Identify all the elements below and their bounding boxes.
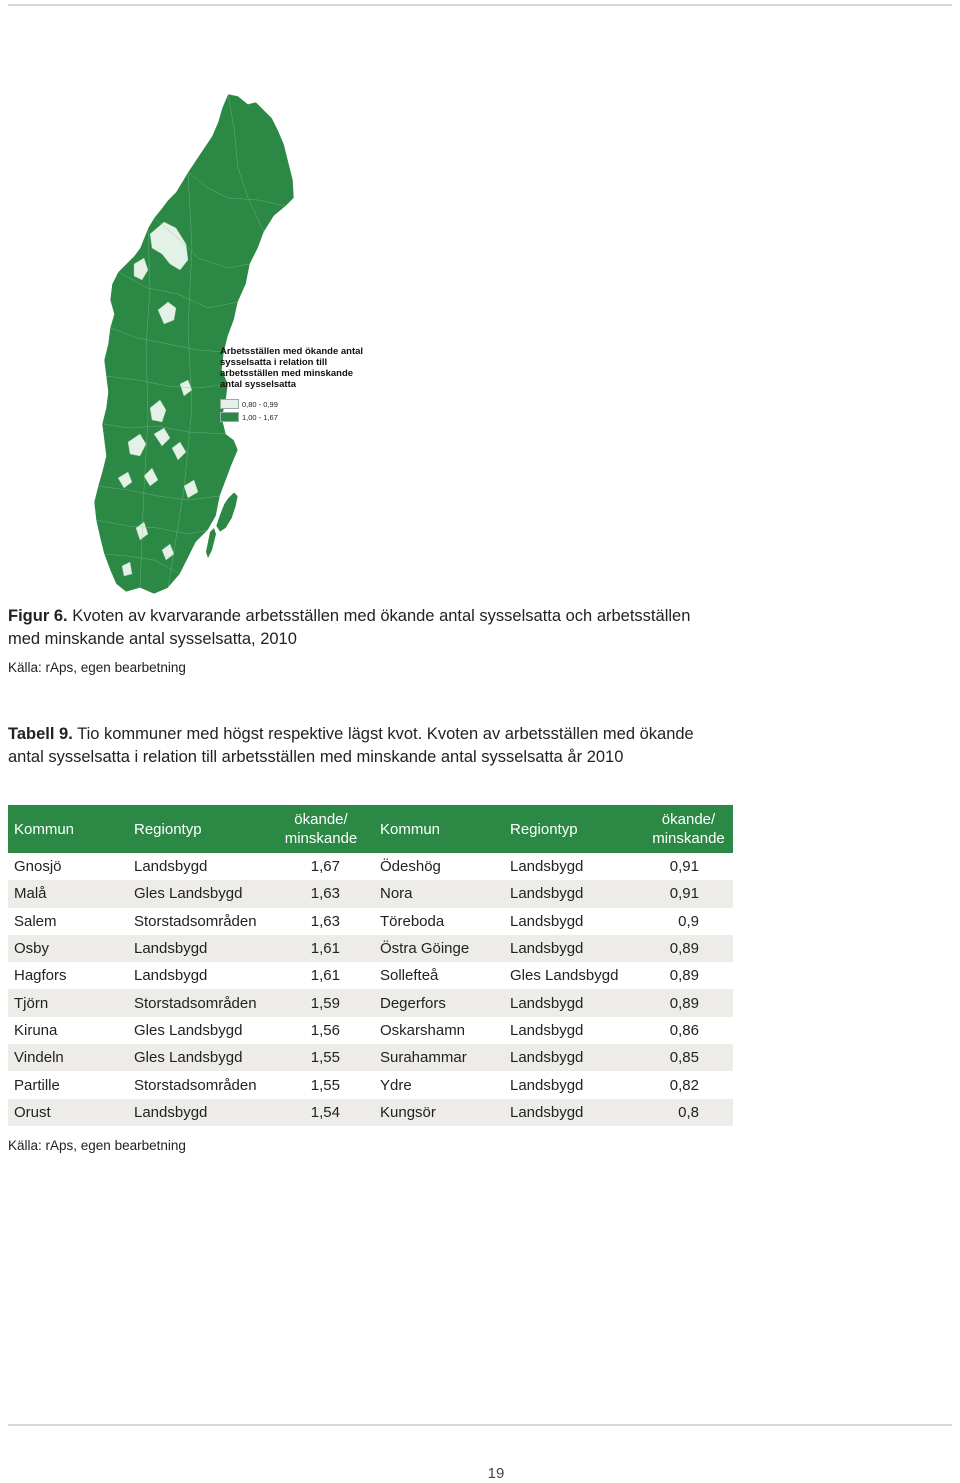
map-legend	[220, 346, 370, 422]
table-row	[8, 1071, 733, 1098]
table-row	[8, 935, 733, 962]
sweden-mainland	[94, 94, 294, 594]
cell-ratio: 0,85	[644, 1044, 733, 1071]
figure-caption	[8, 605, 708, 651]
cell-ratio: 0,89	[669, 967, 699, 985]
cell-kommun: Ödeshög	[380, 858, 441, 876]
cell-kommun: Kungsör	[374, 1099, 504, 1126]
cell-kommun: Oskarshamn	[380, 1021, 466, 1039]
cell-ratio: 0,86	[669, 1021, 699, 1039]
legend-swatch-high	[220, 412, 239, 422]
figure-source: Källa: rAps, egen bearbetning	[8, 660, 186, 675]
cell-regiontyp: Landsbygd	[510, 858, 584, 876]
cell-regiontyp: Landsbygd	[504, 880, 644, 907]
cell-ratio: 0,82	[669, 1076, 699, 1094]
cell-ratio: 0,91	[669, 858, 699, 876]
legend-title: Arbetsställen med ökande antal sysselsatta i relation till arbetsställen med minskande antal sysselsatta	[220, 346, 364, 390]
page-number: 19	[487, 1465, 505, 1482]
legend-item-high	[220, 412, 370, 422]
header-regiontyp-high: Regiontyp	[128, 805, 268, 853]
cell-ratio: 1,67	[310, 858, 340, 876]
table-row	[8, 1044, 733, 1071]
cell-ratio: 1,55	[310, 1076, 340, 1094]
cell-kommun: Malå	[8, 880, 128, 907]
cell-kommun: Gnosjö	[14, 858, 62, 876]
cell-regiontyp: Landsbygd	[134, 858, 208, 876]
table-row	[8, 1017, 733, 1044]
cell-kommun: Partille	[14, 1076, 60, 1094]
cell-kommun: Surahammar	[374, 1044, 504, 1071]
cell-ratio: 1,63	[268, 880, 374, 907]
cell-kommun: Sollefteå	[380, 967, 439, 985]
cell-regiontyp: Gles Landsbygd	[134, 1021, 243, 1039]
cell-regiontyp: Gles Landsbygd	[510, 967, 619, 985]
cell-kommun: Nora	[374, 880, 504, 907]
header-regiontyp-low: Regiontyp	[504, 805, 644, 853]
cell-kommun: Vindeln	[8, 1044, 128, 1071]
cell-ratio: 0,91	[644, 880, 733, 907]
table-header-row	[8, 805, 733, 853]
cell-kommun: Salem	[14, 912, 57, 930]
legend-swatch-low	[220, 399, 239, 409]
cell-ratio: 1,61	[310, 967, 340, 985]
cell-kommun: Östra Göinge	[374, 935, 504, 962]
table-caption	[8, 723, 708, 769]
table-row	[8, 880, 733, 907]
cell-ratio: 1,61	[268, 935, 374, 962]
cell-kommun: Ydre	[380, 1076, 412, 1094]
table-row	[8, 853, 733, 880]
header-ratio-high: ökande/ minskande	[268, 805, 374, 853]
cell-ratio: 1,63	[310, 912, 340, 930]
cell-kommun: Töreboda	[380, 912, 445, 930]
cell-ratio: 1,59	[268, 989, 374, 1016]
cell-kommun: Osby	[8, 935, 128, 962]
cell-ratio: 0,8	[644, 1099, 733, 1126]
cell-regiontyp: Landsbygd	[504, 935, 644, 962]
cell-regiontyp: Landsbygd	[504, 989, 644, 1016]
cell-kommun: Kiruna	[14, 1021, 58, 1039]
sweden-map	[88, 88, 388, 598]
bottom-rule	[8, 1424, 952, 1426]
cell-regiontyp: Gles Landsbygd	[128, 1044, 268, 1071]
cell-regiontyp: Storstadsområden	[134, 912, 257, 930]
header-kommun-high: Kommun	[8, 805, 128, 853]
header-kommun-low: Kommun	[374, 805, 504, 853]
cell-kommun: Hagfors	[14, 967, 67, 985]
cell-regiontyp: Gles Landsbygd	[128, 880, 268, 907]
cell-regiontyp: Landsbygd	[510, 1076, 584, 1094]
oland	[206, 528, 216, 558]
ratio-table	[8, 805, 733, 1126]
cell-ratio: 1,56	[310, 1021, 340, 1039]
legend-items	[220, 399, 370, 422]
top-rule	[8, 4, 952, 6]
cell-kommun: Degerfors	[374, 989, 504, 1016]
cell-regiontyp: Storstadsområden	[134, 1076, 257, 1094]
table-row	[8, 989, 733, 1016]
cell-kommun: Tjörn	[8, 989, 128, 1016]
cell-regiontyp: Landsbygd	[504, 1044, 644, 1071]
cell-ratio: 1,55	[268, 1044, 374, 1071]
cell-regiontyp: Landsbygd	[134, 967, 208, 985]
table-row	[8, 1099, 733, 1126]
cell-regiontyp: Landsbygd	[128, 935, 268, 962]
table-row	[8, 908, 733, 935]
legend-item-low	[220, 399, 370, 409]
figure-text: Kvoten av kvarvarande arbetsställen med ökande antal sysselsatta och arbetsställen med minskande antal sysselsatta, 2010	[8, 607, 691, 648]
cell-regiontyp: Landsbygd	[510, 1021, 584, 1039]
cell-ratio: 0,89	[644, 935, 733, 962]
table-caption-text: Tio kommuner med högst respektive lägst kvot. Kvoten av arbetsställen med ökande antal sysselsatta i relation till arbetsställen med minskande antal sysselsatta år 2010	[8, 725, 694, 766]
cell-regiontyp: Landsbygd	[504, 1099, 644, 1126]
legend-label-high: 1,00 - 1,67	[242, 412, 278, 422]
table-source: Källa: rAps, egen bearbetning	[8, 1138, 186, 1153]
cell-ratio: 0,89	[644, 989, 733, 1016]
table-row	[8, 962, 733, 989]
legend-label-low: 0,80 - 0,99	[242, 399, 278, 409]
cell-regiontyp: Landsbygd	[128, 1099, 268, 1126]
cell-regiontyp: Storstadsområden	[128, 989, 268, 1016]
table-label: Tabell 9.	[8, 725, 73, 743]
header-ratio-low: ökande/ minskande	[644, 805, 733, 853]
cell-regiontyp: Landsbygd	[510, 912, 584, 930]
cell-kommun: Orust	[8, 1099, 128, 1126]
cell-ratio: 1,54	[268, 1099, 374, 1126]
cell-ratio: 0,9	[678, 912, 699, 930]
figure-label: Figur 6.	[8, 607, 68, 625]
